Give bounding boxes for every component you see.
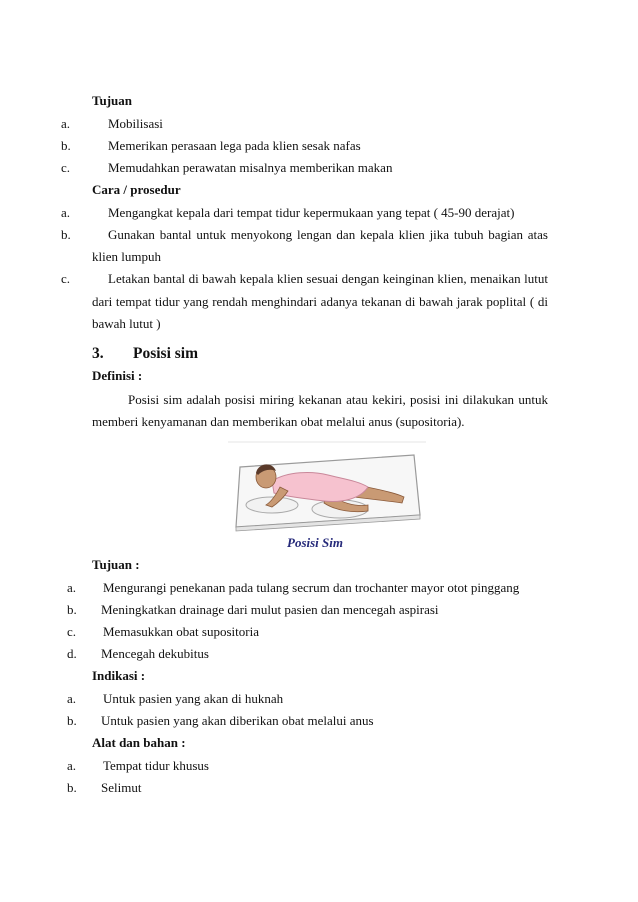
list-item: Mengurangi penekanan pada tulang secrum dan trochanter mayor otot pinggang bbox=[103, 580, 520, 595]
list-item: Mencegah dekubitus bbox=[101, 646, 209, 661]
figure-caption: Posisi Sim bbox=[287, 535, 343, 550]
list-item: Untuk pasien yang akan di huknah bbox=[103, 691, 284, 706]
list-item: Memasukkan obat supositoria bbox=[103, 624, 259, 639]
list-item: Mengangkat kepala dari tempat tidur kepermukaan yang tepat ( 45-90 derajat) bbox=[108, 205, 515, 220]
list-item: Selimut bbox=[101, 780, 142, 795]
list-item: Memerikan perasaan lega pada klien sesak nafas bbox=[108, 138, 361, 153]
list-marker: b. bbox=[67, 602, 77, 617]
list-marker: b. bbox=[61, 227, 71, 242]
list-marker: c. bbox=[61, 271, 71, 286]
tujuan-heading: Tujuan : bbox=[92, 557, 140, 572]
definisi-text: memberi kenyamanan dan memberikan obat melalui anus (supositoria). bbox=[92, 414, 465, 429]
list-marker: b. bbox=[67, 780, 77, 795]
list-item: Letakan bantal di bawah kepala klien sesuai dengan keinginan klien, menaikan lutut bbox=[108, 271, 548, 286]
definisi-heading: Definisi : bbox=[92, 368, 143, 383]
list-item: Tempat tidur khusus bbox=[103, 758, 209, 773]
indikasi-heading: Indikasi : bbox=[92, 668, 146, 683]
list-marker: b. bbox=[61, 138, 71, 153]
list-item: Untuk pasien yang akan diberikan obat melalui anus bbox=[101, 713, 374, 728]
cara-prosedur-heading: Cara / prosedur bbox=[92, 182, 181, 197]
list-item: Memudahkan perawatan misalnya memberikan makan bbox=[108, 160, 393, 175]
list-marker: a. bbox=[67, 758, 77, 773]
tujuan-heading: Tujuan bbox=[92, 93, 132, 108]
list-marker: a. bbox=[67, 580, 77, 595]
list-marker: a. bbox=[67, 691, 77, 706]
list-item: Mobilisasi bbox=[108, 116, 163, 131]
posisi-sim-illustration bbox=[228, 441, 426, 533]
list-marker: d. bbox=[67, 646, 77, 661]
alat-bahan-heading: Alat dan bahan : bbox=[92, 735, 186, 750]
definisi-text: Posisi sim adalah posisi miring kekanan atau kekiri, posisi ini dilakukan untuk bbox=[128, 392, 548, 407]
list-marker: c. bbox=[67, 624, 77, 639]
list-marker: b. bbox=[67, 713, 77, 728]
list-item-continuation: bawah lutut ) bbox=[92, 316, 161, 331]
list-item: Meningkatkan drainage dari mulut pasien dan mencegah aspirasi bbox=[101, 602, 439, 617]
list-item: Gunakan bantal untuk menyokong lengan dan kepala klien jika tubuh bagian atas bbox=[108, 227, 548, 242]
list-item-continuation: klien lumpuh bbox=[92, 249, 161, 264]
section-number: 3. bbox=[92, 345, 104, 362]
list-item-continuation: dari tempat tidur yang rendah menghindari adanya tekanan di bawah jarak poplital ( di bbox=[92, 294, 548, 309]
list-marker: c. bbox=[61, 160, 71, 175]
list-marker: a. bbox=[61, 116, 71, 131]
section-title: Posisi sim bbox=[133, 345, 199, 362]
list-marker: a. bbox=[61, 205, 71, 220]
